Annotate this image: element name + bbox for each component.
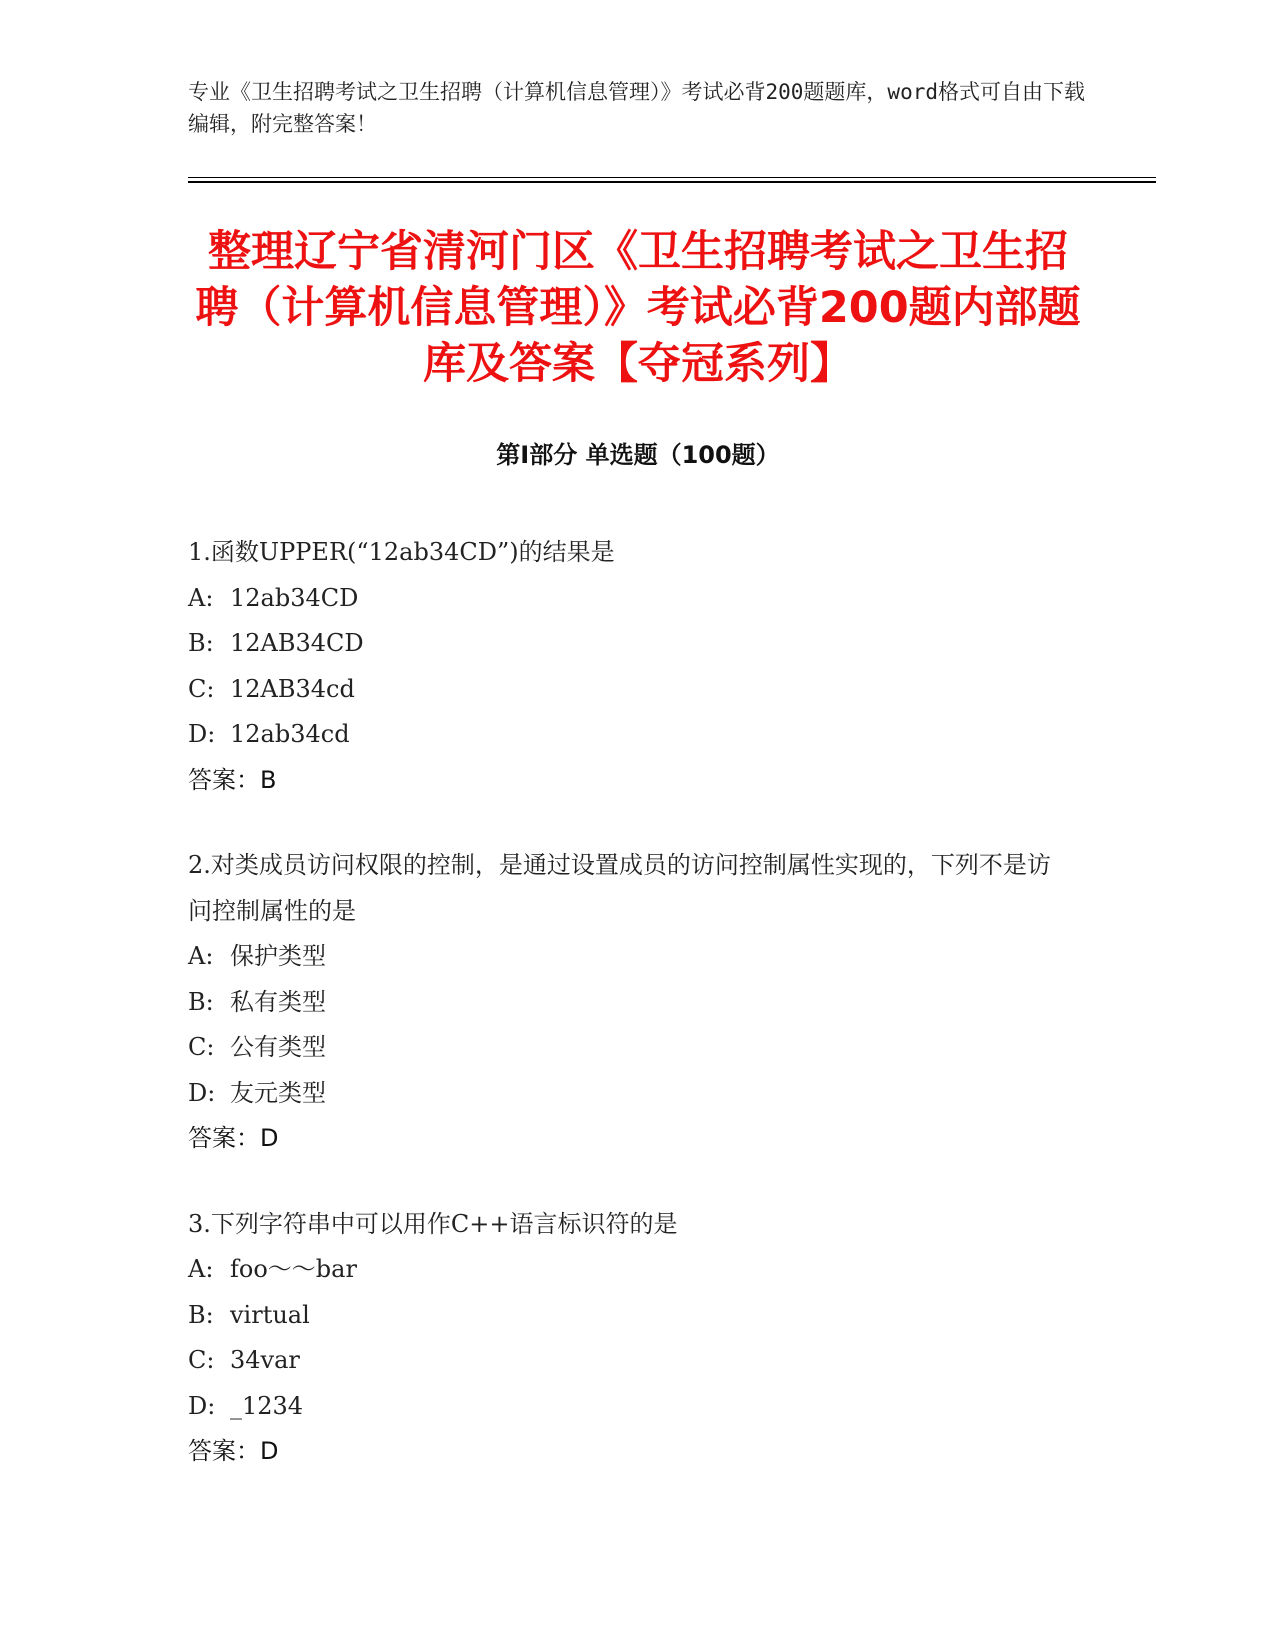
option-text: virtual [230,1300,310,1329]
question-stem: 3.下列字符串中可以用作C++语言标识符的是 [188,1209,678,1238]
option-d [188,712,1068,758]
option-a [188,1247,1068,1293]
answer: 答案：D [188,1124,279,1152]
option-text: 12AB34CD [230,629,364,657]
option-c [188,667,1068,713]
option-text: 34var [230,1346,300,1374]
option-d [188,1384,1068,1430]
option-letter: D: [188,720,216,748]
option-letter: B: [188,1300,214,1329]
question-1 [188,530,1068,803]
question-stem: 1.函数UPPER(“12ab34CD”)的结果是 [188,538,615,566]
option-text: 12ab34CD [230,583,359,612]
question-stem: 2.对类成员访问权限的控制，是通过设置成员的访问控制属性实现的，下列不是访问控制属性的是 [188,851,1051,925]
option-text: 保护类型 [230,942,326,970]
option-letter: D: [188,1078,216,1107]
question-2 [188,843,1068,1162]
option-b [188,980,1068,1026]
option-c [188,1025,1068,1071]
question-3 [188,1202,1068,1475]
option-text: foo～～bar [230,1255,357,1283]
option-letter: C: [188,1033,215,1061]
option-letter: B: [188,629,214,657]
option-text: 友元类型 [230,1078,326,1107]
option-letter: C: [188,1346,215,1374]
header-divider-thick [188,181,1156,183]
option-d [188,1071,1068,1117]
header-note: 专业《卫生招聘考试之卫生招聘（计算机信息管理）》考试必背200题题库，word格式可自由下载编辑，附完整答案！ [188,80,1085,136]
answer: 答案：D [188,1437,279,1465]
option-letter: B: [188,987,214,1016]
option-b [188,1293,1068,1339]
option-a [188,934,1068,980]
option-a [188,576,1068,622]
option-letter: D: [188,1391,216,1420]
header-divider-thin [188,177,1156,178]
document-title: 整理辽宁省清河门区《卫生招聘考试之卫生招聘（计算机信息管理）》考试必背200题内部题库及答案【夺冠系列】 [195,227,1081,389]
option-text: _1234 [230,1391,304,1420]
option-letter: A: [188,1255,214,1283]
option-letter: A: [188,942,214,970]
option-letter: A: [188,583,214,612]
option-b [188,621,1068,667]
option-text: 私有类型 [230,987,326,1016]
option-text: 公有类型 [230,1033,326,1061]
option-c [188,1338,1068,1384]
question-list [188,530,1068,1515]
option-text: 12AB34cd [230,674,355,703]
option-letter: C: [188,674,215,703]
section-heading: 第Ⅰ部分 单选题（100题） [496,441,780,469]
option-text: 12ab34cd [230,720,350,748]
answer: 答案：B [188,765,277,794]
